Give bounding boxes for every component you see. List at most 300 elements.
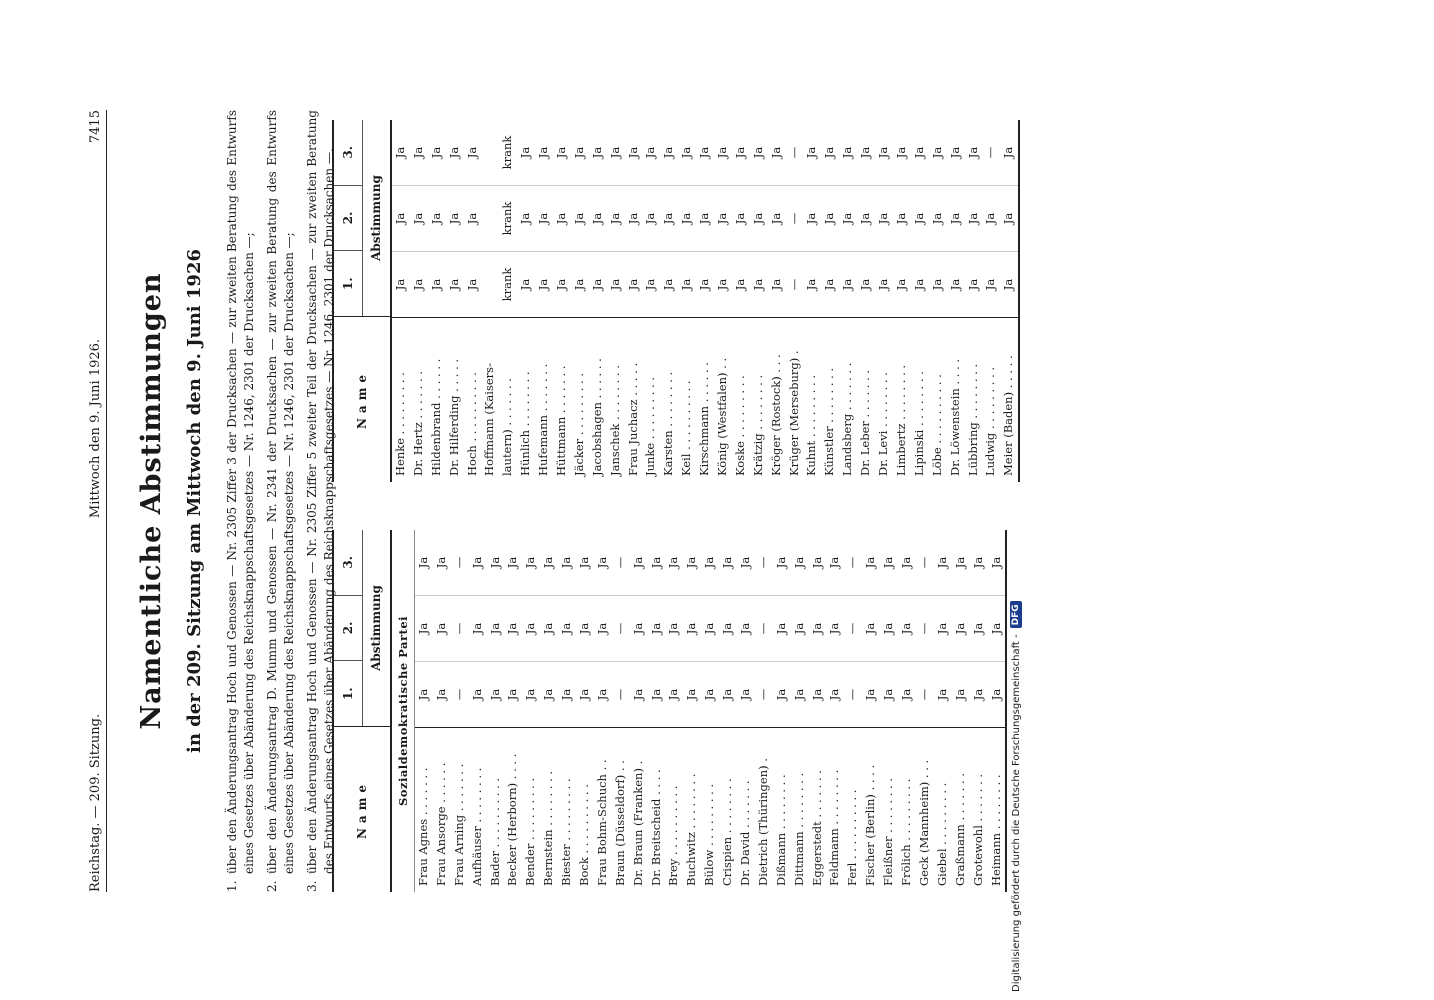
vote-cell-2: krank [499, 186, 517, 252]
vote-cell-3: Ja [589, 120, 607, 186]
vote-cell-2: Ja [665, 596, 683, 662]
member-name: Heimann . . . . . . . . [988, 727, 1006, 892]
vote-cell-1: Ja [738, 688, 753, 701]
vote-cell-2 [481, 186, 499, 252]
table-row [719, 530, 737, 892]
vote-cell-2: Ja [540, 596, 558, 662]
member-name: Lübbring . . . . . . . . [965, 317, 983, 482]
vote-cell-3: Ja [410, 120, 428, 186]
votes-label: Abstimmung [369, 585, 383, 671]
vote-cell-1: Ja [840, 278, 855, 291]
vote-cell-2: Ja [504, 596, 522, 662]
vote-cell-3: Ja [558, 530, 576, 596]
vote-cell-2: Ja [553, 186, 571, 252]
vote-cell-3: Ja [683, 530, 701, 596]
vote-cell-3: Ja [648, 530, 666, 596]
vote-cell-2: Ja [410, 186, 428, 252]
vote-cell-1 [481, 252, 499, 317]
vote-cell-1: Ja [416, 688, 430, 701]
running-header [88, 110, 103, 892]
vote-cell-2: Ja [768, 186, 786, 252]
vote-cell-3: Ja [970, 530, 988, 596]
vote-cell-1: Ja [697, 278, 712, 291]
table-row [773, 530, 791, 892]
vote-cell-2: Ja [880, 596, 898, 662]
table-row [612, 530, 630, 892]
table-row [821, 120, 839, 482]
vote-cell-3: — [844, 530, 862, 596]
votes-label: Abstimmung [369, 175, 383, 261]
member-name: Biester . . . . . . . . . [558, 727, 576, 892]
vote-cell-3: krank [499, 120, 517, 186]
vote-cell-3: Ja [607, 120, 625, 186]
table-row [696, 120, 714, 482]
vote-cell-2: Ja [522, 596, 540, 662]
vote-cell-3: Ja [839, 120, 857, 186]
table-row [553, 120, 571, 482]
item-number: 2. [265, 880, 279, 892]
vote-cell-2: — [916, 596, 934, 662]
vote-cell-1: Ja [607, 278, 622, 291]
vote-cell-2: Ja [898, 596, 916, 662]
vote-cell-2: Ja [683, 596, 701, 662]
vote-cell-1: Ja [518, 278, 533, 291]
vote-cell-3: — [451, 530, 469, 596]
vote-cell-2: Ja [648, 596, 666, 662]
vote-cell-3: Ja [696, 120, 714, 186]
member-name: Frau Juchacz . . . . . [625, 317, 643, 482]
vote-cell-1: Ja [666, 688, 681, 701]
table-row [755, 530, 773, 892]
vote-cell-3: Ja [469, 530, 487, 596]
member-name: Dr. Löwenstein . . . . [947, 317, 965, 482]
vote-cell-1: Ja [684, 688, 699, 701]
table-row [839, 120, 857, 482]
vote-cell-1: Ja [899, 688, 914, 701]
vote-cell-3: Ja [803, 120, 821, 186]
vote-cell-2: Ja [988, 596, 1006, 662]
vote-cell-2: — [786, 186, 804, 252]
vote-cell-1: Ja [863, 688, 878, 701]
table-row [737, 530, 755, 892]
vote-cell-3: Ja [553, 120, 571, 186]
vote-cell-2: Ja [558, 596, 576, 662]
vote-cell-2: Ja [750, 186, 768, 252]
vote-cell-2: Ja [982, 186, 1000, 252]
vote-cell-2: — [451, 596, 469, 662]
vote-cell-1: krank [500, 267, 515, 302]
vote-cell-1: — [612, 688, 627, 701]
vote-cell-3: Ja [428, 120, 446, 186]
table-row [862, 530, 880, 892]
member-name: Bender . . . . . . . . . [522, 727, 540, 892]
member-name: Bernstein . . . . . . . . [540, 727, 558, 892]
vote-cell-2: Ja [857, 186, 875, 252]
vote-cell-1: Ja [541, 688, 556, 701]
vote-cell-2: Ja [589, 186, 607, 252]
vote-cell-3: Ja [487, 530, 505, 596]
member-name: Koske . . . . . . . . . [732, 317, 750, 482]
member-name: Dittmann . . . . . . . . [791, 727, 809, 892]
vote-cell-1: Ja [393, 278, 407, 291]
member-name: Feldmann . . . . . . . . [826, 727, 844, 892]
vote-cell-2: Ja [701, 596, 719, 662]
vote-cell-1: Ja [934, 688, 949, 701]
table-row [540, 530, 558, 892]
table-row [625, 120, 643, 482]
table-row [410, 120, 428, 482]
vote-cell-1: Ja [464, 278, 479, 291]
vote-cell-3: Ja [988, 530, 1006, 596]
member-name: Grotewohl . . . . . . . [970, 727, 988, 892]
vote-cell-3: — [982, 120, 1000, 186]
vote-cell-1: Ja [630, 688, 645, 701]
member-name: Karsten . . . . . . . . [660, 317, 678, 482]
vote-cell-1: Ja [661, 278, 676, 291]
vote-cell-2: Ja [875, 186, 893, 252]
vote-cell-1: Ja [893, 278, 908, 291]
vote-cell-3: Ja [594, 530, 612, 596]
vote-cell-3: Ja [750, 120, 768, 186]
table-row [517, 120, 535, 482]
page-number: 7415 [88, 110, 103, 144]
member-name: Dr. David . . . . . . . [737, 727, 755, 892]
table-row [952, 530, 970, 892]
table-row [826, 530, 844, 892]
member-name: König (Westfalen) . . [714, 317, 732, 482]
vote-cell-1: Ja [809, 688, 824, 701]
vote-cell-1: — [786, 278, 801, 291]
vote-cell-2: Ja [630, 596, 648, 662]
vote-cell-2: Ja [773, 596, 791, 662]
vote-cell-2: Ja [719, 596, 737, 662]
table-row [988, 530, 1006, 892]
table-row [732, 120, 750, 482]
vote-cell-1: Ja [715, 278, 730, 291]
vote-cell-2: Ja [415, 596, 433, 662]
vote-cell-3: Ja [660, 120, 678, 186]
table-row [678, 120, 696, 482]
member-name: Hoffmann (Kaisers- [481, 317, 499, 482]
vote-cell-1: — [845, 688, 860, 701]
vote-cell-3: Ja [737, 530, 755, 596]
vote-cell-1: Ja [720, 688, 735, 701]
dfg-logo: DFG [1010, 601, 1022, 628]
vote-cell-3: Ja [517, 120, 535, 186]
vote-cell-3: — [916, 530, 934, 596]
vote-cell-3: Ja [642, 120, 660, 186]
table-row [714, 120, 732, 482]
vote-cell-1: Ja [469, 688, 484, 701]
table-row [660, 120, 678, 482]
vote-cell-2: Ja [947, 186, 965, 252]
vote-cell-1: Ja [505, 688, 520, 701]
vote-cell-2: Ja [535, 186, 553, 252]
vote-cell-3: Ja [934, 530, 952, 596]
table-row [947, 120, 965, 482]
vote-cell-3: Ja [714, 120, 732, 186]
table-row [965, 120, 983, 482]
vote-cell-3: Ja [522, 530, 540, 596]
table-row [898, 530, 916, 892]
vote-cell-3: Ja [678, 120, 696, 186]
vote-table-left [332, 530, 1007, 892]
vote-cell-3: Ja [929, 120, 947, 186]
vote-cell-3: Ja [965, 120, 983, 186]
vote-cell-1: Ja [952, 688, 967, 701]
item-text: über den Änderungsantrag Hoch und Genossen — Nr. 2305 Ziffer 5 zweiter Teil der Drucksachen — zur zweiten Beratung des Entwurfs eines Gesetzes über Abänderung des Reichsknappschaftsgesetzes — Nr. 1246, 2301 der Drucksachen —. [305, 110, 336, 874]
vote-cell-3: Ja [665, 530, 683, 596]
member-name: Jacobshagen . . . . . . [589, 317, 607, 482]
table-row [893, 120, 911, 482]
vote-cell-2: Ja [642, 186, 660, 252]
table-row [786, 120, 804, 482]
column-header-3: 3. [341, 146, 355, 159]
vote-cell-3: — [786, 120, 804, 186]
item-number: 1. [225, 880, 239, 892]
member-name: Frau Bohm-Schuch . . [594, 727, 612, 892]
column-header-votes [334, 120, 390, 316]
vote-cell-2: Ja [965, 186, 983, 252]
vote-cell-2: Ja [607, 186, 625, 252]
member-name: Meier (Baden) . . . . . [1000, 317, 1018, 482]
vote-cell-1: Ja [554, 278, 569, 291]
vote-cell-1: Ja [702, 688, 717, 701]
vote-cell-1: Ja [804, 278, 819, 291]
column-header-1: 1. [334, 250, 362, 316]
vote-cell-2: Ja [839, 186, 857, 252]
vote-cell-3: Ja [791, 530, 809, 596]
table-row [791, 530, 809, 892]
vote-cell-2: Ja [594, 596, 612, 662]
member-name: Ludwig . . . . . . . . . [982, 317, 1000, 482]
vote-cell-1: Ja [446, 278, 461, 291]
party-heading: Sozialdemokratische Partei [392, 530, 415, 892]
item-number: 3. [305, 880, 319, 892]
vote-cell-1: Ja [571, 278, 586, 291]
table-row [428, 120, 446, 482]
table-row [481, 120, 499, 482]
vote-cell-2: Ja [1000, 186, 1018, 252]
vote-cell-2: Ja [464, 186, 482, 252]
table-row [642, 120, 660, 482]
table-row [934, 530, 952, 892]
item-text: über den Änderungsantrag D. Mumm und Genossen — Nr. 2341 der Drucksachen — zur zweiten Beratung des Entwurfs eines Gesetzes über Abänderung des Reichsknappschaftsgesetzes — Nr. 1246, 2301 der Drucksachen —; [265, 110, 296, 874]
table-header [334, 120, 392, 482]
vote-cell-1: Ja [433, 688, 448, 701]
vote-item [264, 110, 298, 892]
vote-cell-3: Ja [875, 120, 893, 186]
member-name: Kröger (Rostock) . . . [768, 317, 786, 482]
vote-cell-2: — [755, 596, 773, 662]
vote-cell-3: — [755, 530, 773, 596]
vote-cell-1: Ja [876, 278, 891, 291]
member-name: lautern) . . . . . . . [499, 317, 517, 482]
vote-cell-2: Ja [678, 186, 696, 252]
vote-cell-2: Ja [791, 596, 809, 662]
member-name: Janschek . . . . . . . . [607, 317, 625, 482]
member-name: Dr. Levi . . . . . . . . [875, 317, 893, 482]
member-name: Ferl . . . . . . . . . . [844, 727, 862, 892]
vote-cell-2: Ja [911, 186, 929, 252]
column-header-name: Name [334, 726, 390, 892]
vote-cell-1: Ja [911, 278, 926, 291]
vote-cell-1: Ja [768, 278, 783, 291]
vote-cell-1: Ja [559, 688, 574, 701]
vote-cell-3: Ja [433, 530, 451, 596]
member-name: Löbe . . . . . . . . . . [929, 317, 947, 482]
table-body [392, 120, 1018, 482]
member-name: Jäcker . . . . . . . . . [571, 317, 589, 482]
vote-cell-2: Ja [625, 186, 643, 252]
vote-cell-2: Ja [970, 596, 988, 662]
table-row [929, 120, 947, 482]
table-row [809, 530, 827, 892]
table-row [982, 120, 1000, 482]
member-name: Limbertz . . . . . . . . [893, 317, 911, 482]
member-name: Krüger (Merseburg) . [786, 317, 804, 482]
vote-cell-2: Ja [392, 186, 410, 252]
vote-cell-1: Ja [750, 278, 765, 291]
digitization-text: Digitalisierung gefördert durch die Deutsche Forschungsgemeinschaft - [1010, 634, 1022, 992]
vote-cell-1: Ja [648, 688, 663, 701]
table-row [504, 530, 522, 892]
member-name: Keil . . . . . . . . . . [678, 317, 696, 482]
member-name: Landsberg . . . . . . . [839, 317, 857, 482]
vote-cell-2: Ja [696, 186, 714, 252]
column-header-3: 3. [341, 556, 355, 569]
table-row [607, 120, 625, 482]
vote-table-right [332, 120, 1020, 482]
vote-cell-1: Ja [822, 278, 837, 291]
vote-cell-2: Ja [809, 596, 827, 662]
page-title: Namentliche Abstimmungen [136, 272, 167, 730]
vote-cell-1: Ja [594, 688, 609, 701]
vote-cell-3: Ja [826, 530, 844, 596]
member-name: Dißmann . . . . . . . . [773, 727, 791, 892]
vote-number-row [334, 120, 363, 316]
member-name: Hünlich . . . . . . . . [517, 317, 535, 482]
vote-cell-2: Ja [821, 186, 839, 252]
page-subtitle: in der 209. Sitzung am Mittwoch den 9. Juni 1926 [184, 249, 205, 754]
vote-cell-3: Ja [821, 120, 839, 186]
vote-cell-3: — [612, 530, 630, 596]
member-name: Frau Agnes . . . . . . . [415, 727, 433, 892]
member-name: Junke . . . . . . . . . [642, 317, 660, 482]
vote-cell-3: Ja [464, 120, 482, 186]
vote-item [224, 110, 258, 892]
member-name: Dr. Breitscheid . . . . [648, 727, 666, 892]
vote-cell-1: Ja [625, 278, 640, 291]
vote-cell-2: Ja [714, 186, 732, 252]
vote-cell-1: Ja [983, 278, 998, 291]
table-row [803, 120, 821, 482]
table-row [916, 530, 934, 892]
member-name: Künstler . . . . . . . . [821, 317, 839, 482]
table-row [451, 530, 469, 892]
member-name: Dr. Hilferding . . . . . [446, 317, 464, 482]
vote-cell-3: Ja [1000, 120, 1018, 186]
column-header-1: 1. [334, 660, 362, 726]
vote-cell-2: Ja [737, 596, 755, 662]
vote-cell-3: Ja [857, 120, 875, 186]
vote-cell-2: — [612, 596, 630, 662]
header-left: Reichstag. — 209. Sitzung. [88, 713, 103, 892]
header-center: Mittwoch den 9. Juni 1926. [88, 338, 103, 519]
table-row [522, 530, 540, 892]
member-name: Aufhäuser . . . . . . . . [469, 727, 487, 892]
item-text: über den Änderungsantrag Hoch und Genossen — Nr. 2305 Ziffer 3 der Drucksachen — zur zweiten Beratung des Entwurfs eines Gesetzes über Abänderung des Reichsknappschaftsgesetzes — Nr. 1246, 2301 der Drucksachen —; [225, 110, 256, 874]
vote-cell-3: Ja [911, 120, 929, 186]
vote-cell-2: Ja [487, 596, 505, 662]
table-row [665, 530, 683, 892]
vote-cell-1: Ja [1001, 278, 1016, 291]
member-name: Dr. Hertz . . . . . . . [410, 317, 428, 482]
vote-cell-1: Ja [965, 278, 980, 291]
member-name: Giebel . . . . . . . . . [934, 727, 952, 892]
vote-cell-3: Ja [504, 530, 522, 596]
member-name: Bock . . . . . . . . . . [576, 727, 594, 892]
vote-cell-1: Ja [577, 688, 592, 701]
vote-cell-1: — [755, 688, 770, 701]
member-name: Hoch . . . . . . . . . . [464, 317, 482, 482]
vote-cell-3: Ja [415, 530, 433, 596]
table-row [970, 530, 988, 892]
vote-cell-2: Ja [929, 186, 947, 252]
member-name: Dr. Braun (Franken) . [630, 727, 648, 892]
member-name: Graßmann . . . . . . . [952, 727, 970, 892]
table-row [630, 530, 648, 892]
table-row [415, 530, 433, 892]
member-name: Braun (Düsseldorf) . . [612, 727, 630, 892]
vote-cell-2: Ja [469, 596, 487, 662]
member-name: Fleißner . . . . . . . . [880, 727, 898, 892]
table-row [857, 120, 875, 482]
member-name: Frau Arning . . . . . . . [451, 727, 469, 892]
vote-cell-3: Ja [571, 120, 589, 186]
member-name: Buchwitz . . . . . . . . [683, 727, 701, 892]
vote-cell-3 [481, 120, 499, 186]
vote-cell-2: Ja [517, 186, 535, 252]
vote-cell-3: Ja [625, 120, 643, 186]
vote-cell-1: Ja [881, 688, 896, 701]
vote-cell-2: Ja [446, 186, 464, 252]
vote-cell-1: Ja [487, 688, 502, 701]
table-row [464, 120, 482, 482]
member-name: Henke . . . . . . . . . [392, 317, 410, 482]
header-rule [106, 110, 107, 892]
vote-cell-3: Ja [862, 530, 880, 596]
member-name: Dr. Leber . . . . . . . [857, 317, 875, 482]
vote-cell-1: — [916, 688, 931, 701]
vote-cell-1: Ja [773, 688, 788, 701]
column-header-votes [334, 530, 390, 726]
vote-cell-3: Ja [809, 530, 827, 596]
table-row [589, 120, 607, 482]
vote-cell-3: Ja [893, 120, 911, 186]
vote-cell-2: Ja [571, 186, 589, 252]
table-row [648, 530, 666, 892]
vote-cell-1: Ja [827, 688, 842, 701]
table-body [415, 530, 1005, 892]
table-row [576, 530, 594, 892]
table-row [487, 530, 505, 892]
vote-cell-3: Ja [392, 120, 410, 186]
vote-cell-1: Ja [988, 688, 1003, 701]
member-name: Lipinski . . . . . . . . [911, 317, 929, 482]
vote-cell-3: Ja [732, 120, 750, 186]
column-header-name: Name [334, 316, 390, 482]
